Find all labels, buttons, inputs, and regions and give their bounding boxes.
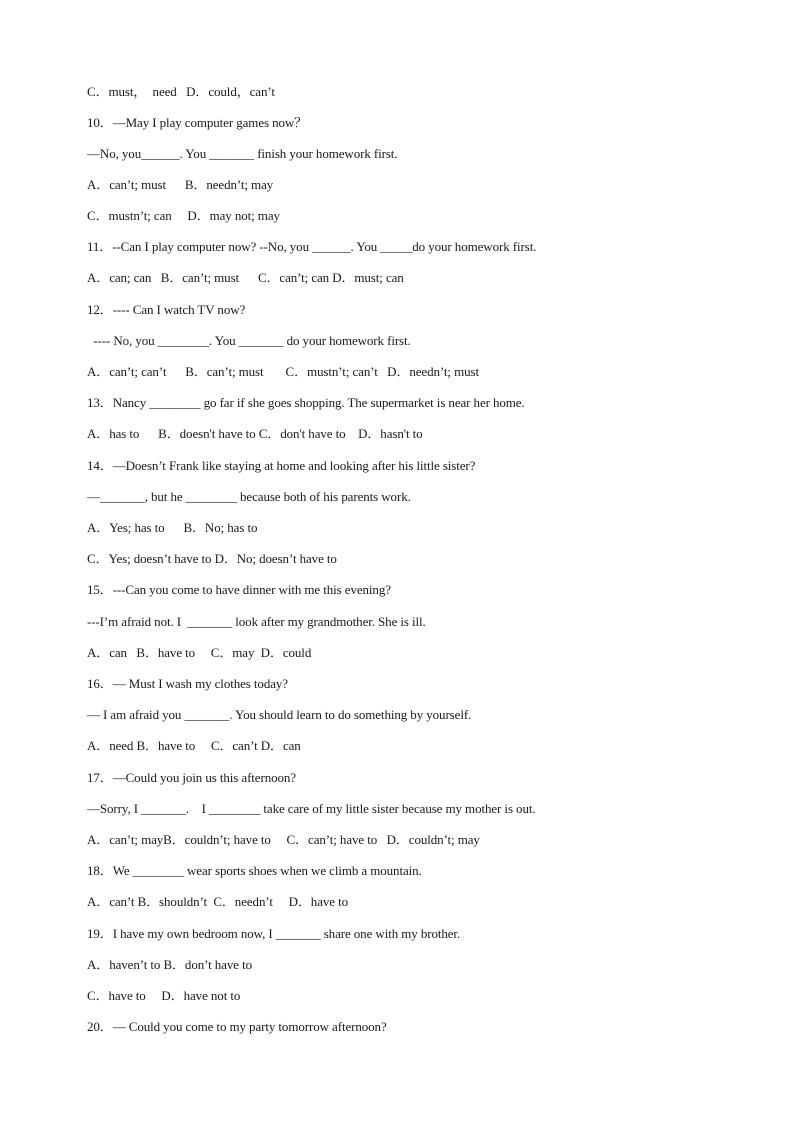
options-line: A．can’t; mayB．couldn’t; have to C．can’t; have to D．couldn’t; may bbox=[87, 832, 480, 847]
options-line: A．can’t B．shouldn’t C．needn’t D．have to bbox=[87, 894, 348, 909]
options-line: A．Yes; has to B．No; has to bbox=[87, 520, 258, 535]
text-line: —No, you______. You _______ finish your homework first. bbox=[87, 146, 398, 161]
options-line: A．can B．have to C．may D．could bbox=[87, 645, 312, 660]
options-line: C．mustn’t; can D．may not; may bbox=[87, 208, 280, 223]
question-17-stem: 17．—Could you join us this afternoon? bbox=[87, 770, 296, 785]
options-line: A．can’t; must B．needn’t; may bbox=[87, 177, 274, 192]
question-14-stem: 14．—Doesn’t Frank like staying at home and looking after his little sister? bbox=[87, 458, 476, 473]
options-line: C．Yes; doesn’t have to D．No; doesn’t have to bbox=[87, 551, 337, 566]
text-line: ---I’m afraid not. I _______ look after my grandmother. She is ill. bbox=[87, 614, 426, 629]
options-line: A．can; can B．can’t; must C．can’t; can D．must; can bbox=[87, 270, 404, 285]
options-line: C．have to D．have not to bbox=[87, 988, 241, 1003]
question-12-stem: 12．---- Can I watch TV now? bbox=[87, 302, 246, 317]
text-line: ---- No, you ________. You _______ do your homework first. bbox=[87, 333, 411, 348]
text-line: — I am afraid you _______. You should learn to do something by yourself. bbox=[87, 707, 472, 722]
question-18-stem: 18．We ________ wear sports shoes when we climb a mountain. bbox=[87, 863, 422, 878]
options-line: A．haven’t to B．don’t have to bbox=[87, 957, 252, 972]
question-19-stem: 19．I have my own bedroom now, I _______ share one with my brother. bbox=[87, 926, 461, 941]
options-line: A．has to B．doesn't have to C．don't have to D．hasn't to bbox=[87, 426, 423, 441]
text-line: —_______, but he ________ because both of his parents work. bbox=[87, 489, 411, 504]
question-16-stem: 16．— Must I wash my clothes today? bbox=[87, 676, 288, 691]
question-11-stem: 11．--Can I play computer now? --No, you ______. You _____do your homework first. bbox=[87, 239, 537, 254]
question-20-stem: 20．— Could you come to my party tomorrow afternoon? bbox=[87, 1019, 387, 1034]
text-line: —Sorry, I _______. I ________ take care of my little sister because my mother is out. bbox=[87, 801, 536, 816]
question-10-stem: 10．—May I play computer games now？ bbox=[87, 115, 308, 130]
options-line: A．need B．have to C．can’t D．can bbox=[87, 738, 301, 753]
question-13-stem: 13．Nancy ________ go far if she goes shopping. The supermarket is near her home. bbox=[87, 395, 525, 410]
options-line: A．can’t; can’t B．can’t; must C．mustn’t; can’t D．needn’t; must bbox=[87, 364, 479, 379]
text-line: C．must， need D．could，can’t bbox=[87, 84, 275, 99]
question-15-stem: 15．---Can you come to have dinner with me this evening? bbox=[87, 582, 391, 597]
